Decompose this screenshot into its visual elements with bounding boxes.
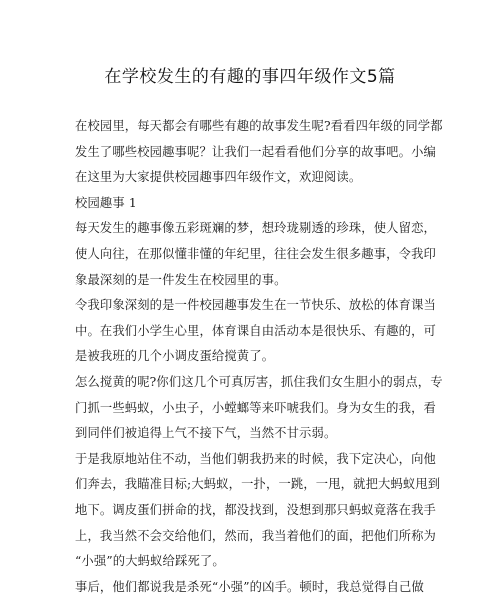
paragraph-line: 在这里为大家提供校园趣事四年级作文，欢迎阅读。 [75, 170, 362, 185]
paragraph-line: 令我印象深刻的是一件校园趣事发生在一节快乐、放松的体育课当 [75, 298, 436, 313]
paragraph-line: 于是我原地站住不动，当他们朝我扔来的时候，我下定决心，向他 [75, 451, 436, 466]
paragraph-line: 事后，他们都说我是杀死“小强”的凶手。顿时，我总觉得自己做 [75, 579, 424, 594]
paragraph-line: 每天发生的趣事像五彩斑斓的梦，想玲珑剔透的珍珠，使人留恋， [75, 221, 436, 236]
paragraph-line: “小强”的大蚂蚁给踩死了。 [75, 554, 225, 569]
paragraph-line: 地下。调皮蛋们拼命的找，都没找到，没想到那只蚂蚁竟落在我手 [75, 502, 436, 517]
paragraph-line: 是被我班的几个小调皮蛋给搅黄了。 [75, 349, 275, 364]
paragraph-line: 门抓一些蚂蚁，小虫子，小螳螂等来吓唬我们。身为女生的我，看 [75, 400, 436, 415]
paragraph-line: 们奔去，我瞄准目标;大蚂蚁，一扑，一跳，一甩，就把大蚂蚁甩到 [75, 477, 441, 492]
paragraph-line: 到同伴们被追得上气不接下气，当然不甘示弱。 [75, 426, 337, 441]
paragraph-line: 怎么搅黄的呢?你们这几个可真厉害，抓住我们女生胆小的弱点，专 [75, 374, 443, 389]
section-heading: 校园趣事 1 [75, 195, 137, 210]
paragraph-line: 发生了哪些校园趣事呢？让我们一起看看他们分享的故事吧。小编 [75, 144, 436, 159]
paragraph-line: 使人向往，在那似懂非懂的年纪里，往往会发生很多趣事，令我印 [75, 246, 436, 261]
paragraph-line: 象最深刻的是一件发生在校园里的事。 [75, 272, 287, 287]
paragraph-line: 上，我当然不会交给他们，然而，我当着他们的面，把他们所称为 [75, 528, 436, 543]
paragraph-line: 中。在我们小学生心里，体育课自由活动本是很快乐、有趣的，可 [75, 323, 436, 338]
document-title: 在学校发生的有趣的事四年级作文5篇 [104, 67, 396, 87]
paragraph-line: 在校园里，每天都会有哪些有趣的故事发生呢?看看四年级的同学都 [75, 119, 443, 133]
document-body [75, 114, 443, 600]
